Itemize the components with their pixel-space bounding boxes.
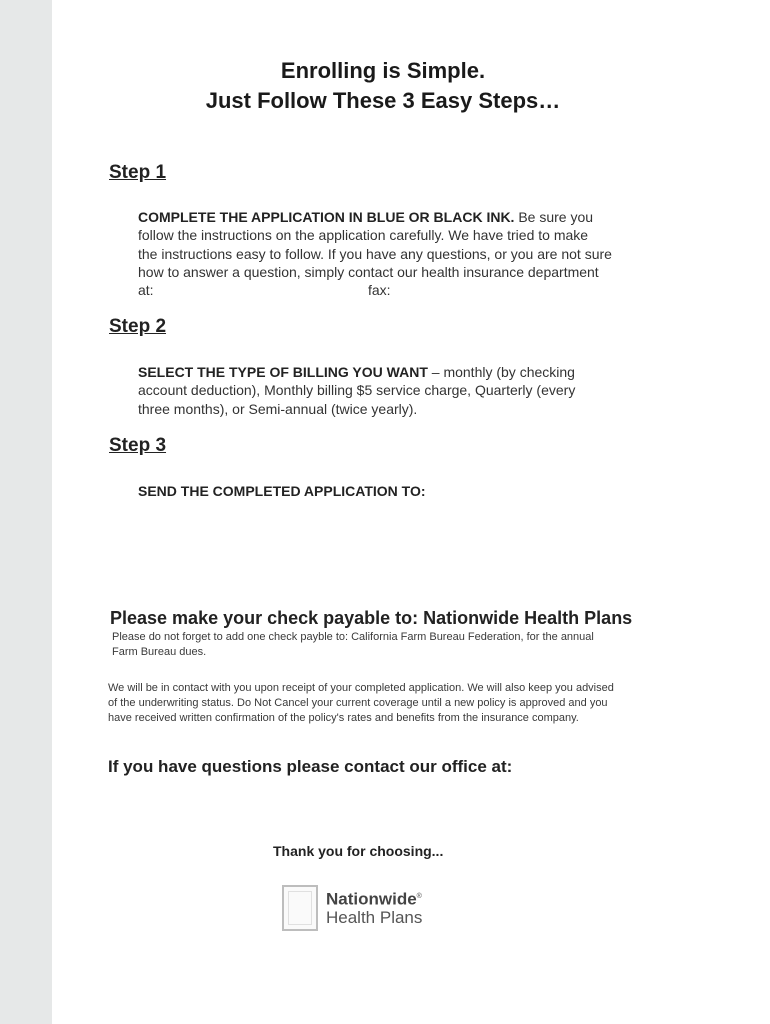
step-2-line-1 xyxy=(138,363,698,381)
title-line-2: Just Follow These 3 Easy Steps… xyxy=(205,88,561,113)
nationwide-logo-mark xyxy=(282,885,318,931)
step-2-heading: Step 2 xyxy=(109,316,167,337)
step-2-line-2: account deduction), Monthly billing $5 service charge, Quarterly (every xyxy=(138,382,576,399)
contact-notice-line-1: We will be in contact with you upon receipt of your completed application. We will also keep you advised xyxy=(108,682,614,694)
phone-label: at: xyxy=(138,282,154,299)
document-page xyxy=(52,0,770,1024)
contact-notice-line-2: of the underwriting status. Do Not Cancel your current coverage until a new policy is approved and you xyxy=(108,697,608,709)
logo-name-text: Nationwide xyxy=(326,889,417,909)
step-2-line-3: three months), or Semi-annual (twice yearly). xyxy=(138,400,418,417)
step-1-line-3: the instructions easy to follow. If you have any questions, or you are not sure xyxy=(138,245,612,262)
left-margin-strip xyxy=(0,0,52,1024)
questions-heading: If you have questions please contact our office at: xyxy=(108,757,513,776)
step-1-body xyxy=(138,208,698,299)
check-payable-note xyxy=(112,630,712,660)
step-1-heading: Step 1 xyxy=(109,162,167,183)
title-line-1: Enrolling is Simple. xyxy=(280,58,486,83)
contact-notice-line-3: have received written confirmation of the policy's rates and benefits from the insurance company. xyxy=(108,712,579,724)
thank-you-text: Thank you for choosing... xyxy=(273,843,444,859)
check-note-line-2: Farm Bureau dues. xyxy=(112,646,207,658)
logo-subtitle: Health Plans xyxy=(326,908,423,927)
step-3-heading: Step 3 xyxy=(109,435,167,456)
step-2-lead: SELECT THE TYPE OF BILLING YOU WANT xyxy=(138,364,428,380)
check-note-line-1: Please do not forget to add one check payble to: California Farm Bureau Federation, for the annual xyxy=(112,631,594,643)
check-payable-heading: Please make your check payable to: Nationwide Health Plans xyxy=(110,608,633,628)
step-2-line-1-rest: – monthly (by checking xyxy=(427,364,575,380)
fax-label: fax: xyxy=(368,282,391,299)
registered-mark: ® xyxy=(416,893,422,900)
step-1-line-1-rest: Be sure you xyxy=(514,209,594,225)
page-title xyxy=(52,56,714,116)
step-3-lead: SEND THE COMPLETED APPLICATION TO: xyxy=(138,483,426,499)
step-1-lead: COMPLETE THE APPLICATION IN BLUE OR BLACK INK. xyxy=(138,209,515,225)
step-1-line-1 xyxy=(138,208,698,226)
step-1-contact-line xyxy=(138,281,698,299)
step-1-line-4: how to answer a question, simply contact our health insurance department xyxy=(138,263,599,280)
step-2-body xyxy=(138,363,698,418)
contact-notice xyxy=(108,681,758,726)
step-1-line-2: follow the instructions on the application carefully. We have tried to make xyxy=(138,227,589,244)
step-3-body xyxy=(138,482,698,500)
